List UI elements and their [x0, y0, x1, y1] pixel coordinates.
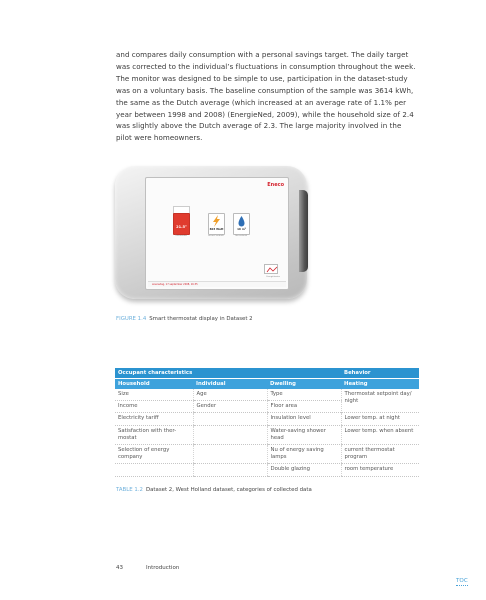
table-row — [115, 425, 419, 444]
figure-caption-text: Smart thermostat display in Dataset 2 — [149, 316, 253, 322]
table-cell: Insulation level — [267, 413, 341, 425]
cost-chart-caption: Energiekosten — [266, 276, 280, 278]
temperature-value: 21.5° — [176, 225, 187, 229]
table-cell — [115, 464, 193, 476]
table-cell: Satisfaction with ther- mostat — [115, 425, 193, 444]
cost-chart-button — [264, 264, 278, 274]
lightning-icon — [209, 215, 224, 227]
data-categories-table — [115, 368, 419, 477]
table-cell: Double glazing — [267, 464, 341, 476]
electricity-caption: actueel verbruik — [208, 235, 224, 237]
figure-label: FIGURE 1.4 — [116, 316, 147, 322]
column-header-dwelling: Dwelling — [267, 379, 341, 390]
table-row — [115, 413, 419, 425]
gas-tile — [233, 213, 250, 235]
table-row — [115, 389, 419, 401]
table-cell: room temperature — [341, 464, 419, 476]
gas-caption: Gas verbruik — [234, 235, 248, 237]
temperature-tile — [173, 213, 190, 235]
table-cell: Floor area — [267, 401, 341, 413]
eneco-logo: Eneco — [267, 182, 284, 188]
temperature-caption: Thermostaat — [174, 235, 188, 237]
line-chart-icon — [266, 266, 278, 274]
column-header-household: Household — [115, 379, 193, 390]
body-paragraph: and compares daily consumption with a personal savings target. The daily target was corrected to the individual’s fluctuations in consumption throughout the week. The monitor was designed to be simple to use, participation in the dataset-study was on a voluntary basis. The baseline consumption of the sample was 3614 kWh, the same as the Dutch average (which increased at an average rate of 1.1% per year between 1998 and 2008) (EnergieNed, 2009), while the household size of 2.4 was slightly above the Dutch average of 2.3. The large majority involved in the pilot were homeowners. — [116, 50, 416, 143]
table-row — [115, 464, 419, 476]
table-cell: current thermostat program — [341, 445, 419, 464]
table-cell: Lower temp. when absent — [341, 425, 419, 444]
page-number: 43 — [116, 565, 123, 571]
electricity-value: 803 Watt — [209, 227, 224, 231]
table-cell: Type — [267, 389, 341, 401]
table-cell: Selection of energy company — [115, 445, 193, 464]
electricity-tile — [208, 213, 225, 235]
group-header-behavior: Behavior — [341, 368, 419, 379]
table-label: TABLE 1.2 — [116, 487, 143, 493]
table-cell: Electricity tariff — [115, 413, 193, 425]
table-row — [115, 445, 419, 464]
device-side-edge — [299, 190, 308, 272]
table-cell: Income — [115, 401, 193, 413]
column-header-individual: Individual — [193, 379, 267, 390]
table-column-header-row — [115, 379, 419, 390]
column-header-heating: Heating — [341, 379, 419, 390]
table-cell: Nu of energy saving lamps — [267, 445, 341, 464]
table-cell — [193, 464, 267, 476]
table-cell: Thermostat setpoint day/ night — [341, 389, 419, 413]
table-cell — [193, 413, 267, 425]
table-cell — [193, 445, 267, 464]
table-caption — [116, 487, 312, 493]
thermostat-screen — [145, 177, 289, 290]
running-head: Introduction — [146, 565, 180, 571]
screen-date-footer: woensdag, 17 september 2008, 16:35 — [148, 281, 286, 287]
table-cell: Size — [115, 389, 193, 401]
group-header-occupant: Occupant characteristics — [115, 368, 341, 379]
flame-drop-icon — [234, 215, 249, 227]
table-cell — [193, 425, 267, 444]
gas-value: 16 m³ — [237, 227, 246, 231]
table-cell: Age — [193, 389, 267, 401]
table-group-header-row — [115, 368, 419, 379]
table-caption-text: Dataset 2, West Holland dataset, categories of collected data — [145, 487, 312, 493]
table-cell: Gender — [193, 401, 267, 413]
table-cell: Water-saving shower head — [267, 425, 341, 444]
table-cell: Lower temp. at night — [341, 413, 419, 425]
toc-link[interactable]: TOC — [456, 578, 468, 584]
figure-caption — [116, 316, 253, 322]
